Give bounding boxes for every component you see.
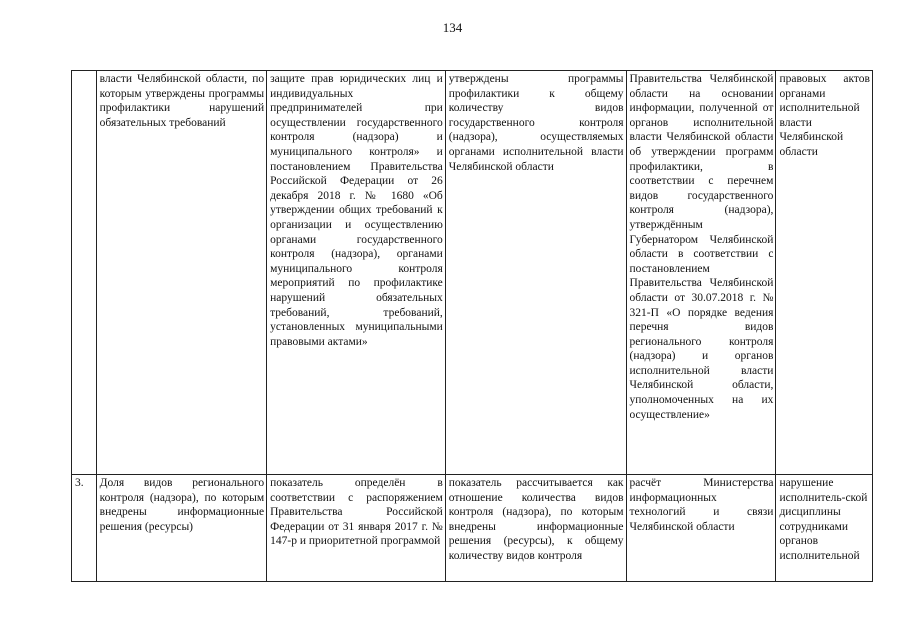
indicator-name-cell: власти Челябинской области, по которым утверждены программы профилактики нарушений обязательных требований	[96, 71, 266, 475]
risk-reason-cell: правовых актов органами исполнительной власти Челябинской области	[776, 71, 873, 475]
row-number-cell	[72, 71, 97, 475]
indicators-table	[71, 70, 873, 582]
risk-reason-cell: нарушение исполнитель-ской дисциплины сотрудниками органов исполнительной	[776, 475, 873, 582]
page-number: 134	[442, 20, 463, 35]
calculation-method-cell: показатель рассчитывается как отношение количества видов контроля (надзора), по которым внедрены информационные решения (ресурсы), к общему количеству видов контроля	[445, 475, 626, 582]
legal-basis-cell: показатель определён в соответствии с распоряжением Правительства Российской Федерации от 31 января 2017 г. № 147-р и приоритетной программой	[267, 475, 446, 582]
legal-basis-cell: защите прав юридических лиц и индивидуальных предпринимателей при осуществлении государственного контроля (надзора) и муниципального контроля» и постановлением Правительства Российской Федерации от 26 декабря 2018 г. № 1680 «Об утверждении общих требований к организации и осуществлению органами государственного контроля (надзора), органами муниципального контроля мероприятий по профилактике нарушений обязательных требований, требований, установленных муниципальными правовыми актами»	[267, 71, 446, 475]
row-number-cell: 3.	[72, 475, 97, 582]
data-source-cell: Правительства Челябинской области на основании информации, полученной от органов исполнительной власти Челябинской области об утверждении программ профилактики, в соответствии с перечнем видов государственного контроля (надзора), утверждённым Губернатором Челябинской области в соответствии с постановлением Правительства Челябинской области от 30.07.2018 г. № 321-П «О порядке ведения перечня видов регионального контроля (надзора) и органов исполнительной власти Челябинской области, уполномоченных на их осуществление»	[626, 71, 776, 475]
calculation-method-cell: утверждены программы профилактики к общему количеству видов государственного контроля (надзора), осуществляемых органами исполнительной власти Челябинской области	[445, 71, 626, 475]
table-row	[72, 71, 873, 475]
data-source-cell: расчёт Министерства информационных технологий и связи Челябинской области	[626, 475, 776, 582]
table-row	[72, 475, 873, 582]
indicator-name-cell: Доля видов регионального контроля (надзора), по которым внедрены информационные решения (ресурсы)	[96, 475, 266, 582]
